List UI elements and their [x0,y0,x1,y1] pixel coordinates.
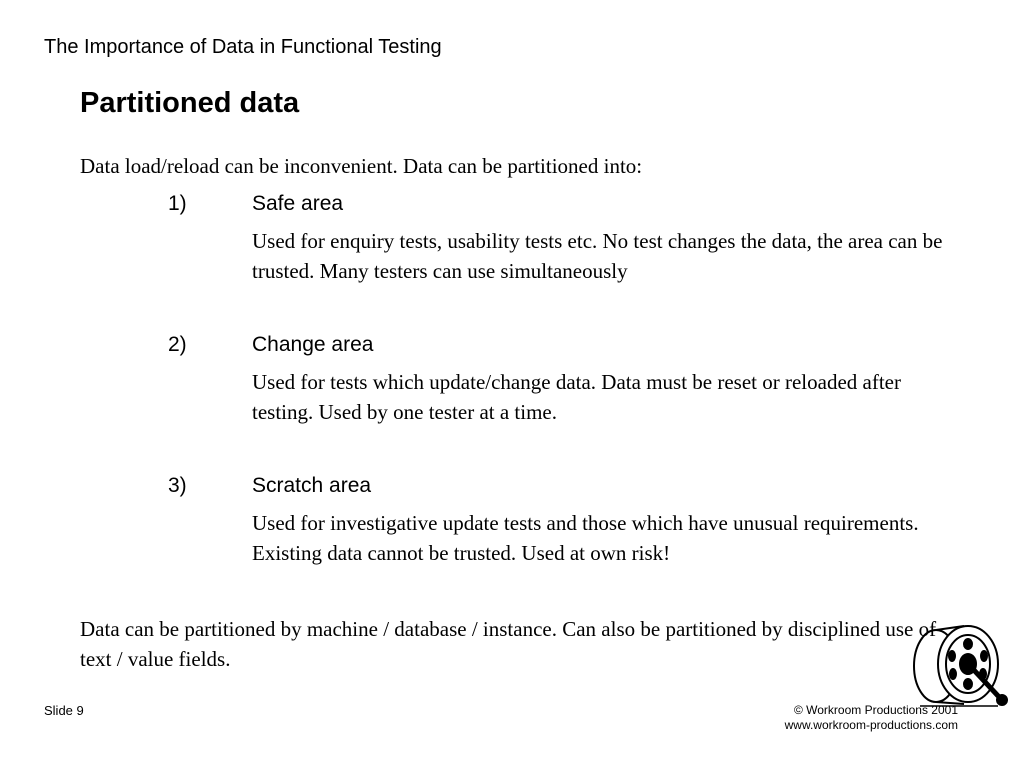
item-number-1: 1) [168,192,187,215]
copyright-symbol: © [793,703,803,717]
item-title-scratch-area: Scratch area [252,474,372,497]
slide-number: Slide 9 [44,703,84,718]
item-title-safe-area: Safe area [252,192,344,215]
item-number-3: 3) [168,474,187,497]
item-description-scratch-area: Used for investigative update tests and those which have unusual requirements. Existing data cannot be trusted. Used at own risk! [252,511,919,565]
item-description-safe-area: Used for enquiry tests, usability tests etc. No test changes the data, the area can be trusted. Many testers can use simultaneously [252,229,943,283]
intro-text: Data load/reload can be inconvenient. Data can be partitioned into: [80,154,643,178]
item-number-2: 2) [168,333,187,356]
footer-credits [785,703,958,733]
item-title-change-area: Change area [252,333,374,356]
website-link: www.workroom-productions.com [784,718,958,732]
copyright-text: Workroom Productions 2001 [806,703,958,717]
closing-text: Data can be partitioned by machine / database / instance. Can also be partitioned by disciplined use of text / value fields. [80,617,937,671]
copyright-line [785,703,958,718]
slide-heading: Partitioned data [80,87,300,119]
film-reel-icon [906,618,1010,710]
item-description-change-area: Used for tests which update/change data. Data must be reset or reloaded after testing. Used by one tester at a time. [252,370,901,424]
presentation-title: The Importance of Data in Functional Testing [44,36,442,58]
